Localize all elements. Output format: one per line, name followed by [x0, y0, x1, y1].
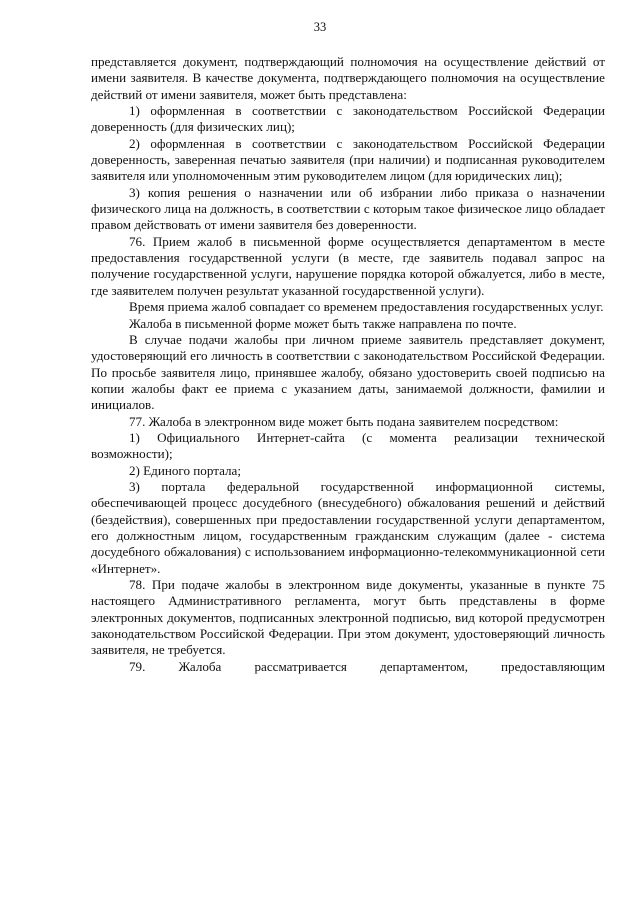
paragraph-77-item-1: 1) Официального Интернет-сайта (с момента реализации технической возможности);: [91, 429, 605, 462]
paragraph-77-item-3: 3) портала федеральной государственной информационной системы, обеспечивающей процесс досудебного (внесудебного) обжалования решений и действий (бездействия), совершенных при предоставлении государственной услуги департаментом, его должностным лицом, государственным гражданским служащим (далее - система досудебного обжалования) с использованием информационно-телекоммуникационной сети «Интернет».: [91, 478, 605, 576]
paragraph-list-item-3: 3) копия решения о назначении или об избрании либо приказа о назначении физического лица на должность, в соответствии с которым такое физическое лицо обладает правом действовать от имени заявителя без доверенности.: [91, 184, 605, 233]
paragraph-79: 79. Жалоба рассматривается департаментом, предоставляющим: [129, 658, 605, 674]
paragraph-personal-reception: В случае подачи жалобы при личном приеме заявитель представляет документ, удостоверяющий его личность в соответствии с законодательством Российской Федерации. По просьбе заявителя лицо, принявшее жалобу, обязано удостоверить своей подписью на копии жалобы факт ее приема с указанием даты, занимаемой должности, фамилии и инициалов.: [91, 331, 605, 413]
paragraph-76: 76. Прием жалоб в письменной форме осуществляется департаментом в месте предоставления государственной услуги (в месте, где заявитель подавал запрос на получение государственной услуги, нарушение порядка которой обжалуется, либо в месте, где заявителем получен результат указанной государственной услуги).: [91, 233, 605, 298]
paragraph-78: 78. При подаче жалобы в электронном виде документы, указанные в пункте 75 настоящего Административного регламента, могут быть представлены в форме электронных документов, подписанных электронной подписью, вид которой предусмотрен законодательством Российской Федерации. При этом документ, удостоверяющий личность заявителя, не требуется.: [91, 577, 605, 658]
document-body: [91, 54, 605, 675]
paragraph-77: 77. Жалоба в электронном виде может быть подана заявителем посредством:: [129, 413, 559, 429]
paragraph-reception-time: Время приема жалоб совпадает со временем предоставления государственных услуг.: [129, 299, 604, 315]
paragraph-list-item-2: 2) оформленная в соответствии с законодательством Российской Федерации доверенность, заверенная печатью заявителя (при наличии) и подписанная руководителем заявителя или уполномоченным этим руководителем лицом (для юридических лиц);: [91, 135, 605, 184]
page-number: 33: [313, 20, 327, 34]
paragraph-continuation: представляется документ, подтверждающий полномочия на осуществление действий от имени заявителя. В качестве документа, подтверждающего полномочия на осуществление действий от имени заявителя, может быть представлена:: [91, 54, 605, 102]
paragraph-77-item-2: 2) Единого портала;: [129, 462, 241, 478]
paragraph-postal: Жалоба в письменной форме может быть также направлена по почте.: [129, 315, 517, 331]
paragraph-list-item-1: 1) оформленная в соответствии с законодательством Российской Федерации доверенность (для физических лиц);: [91, 103, 605, 135]
